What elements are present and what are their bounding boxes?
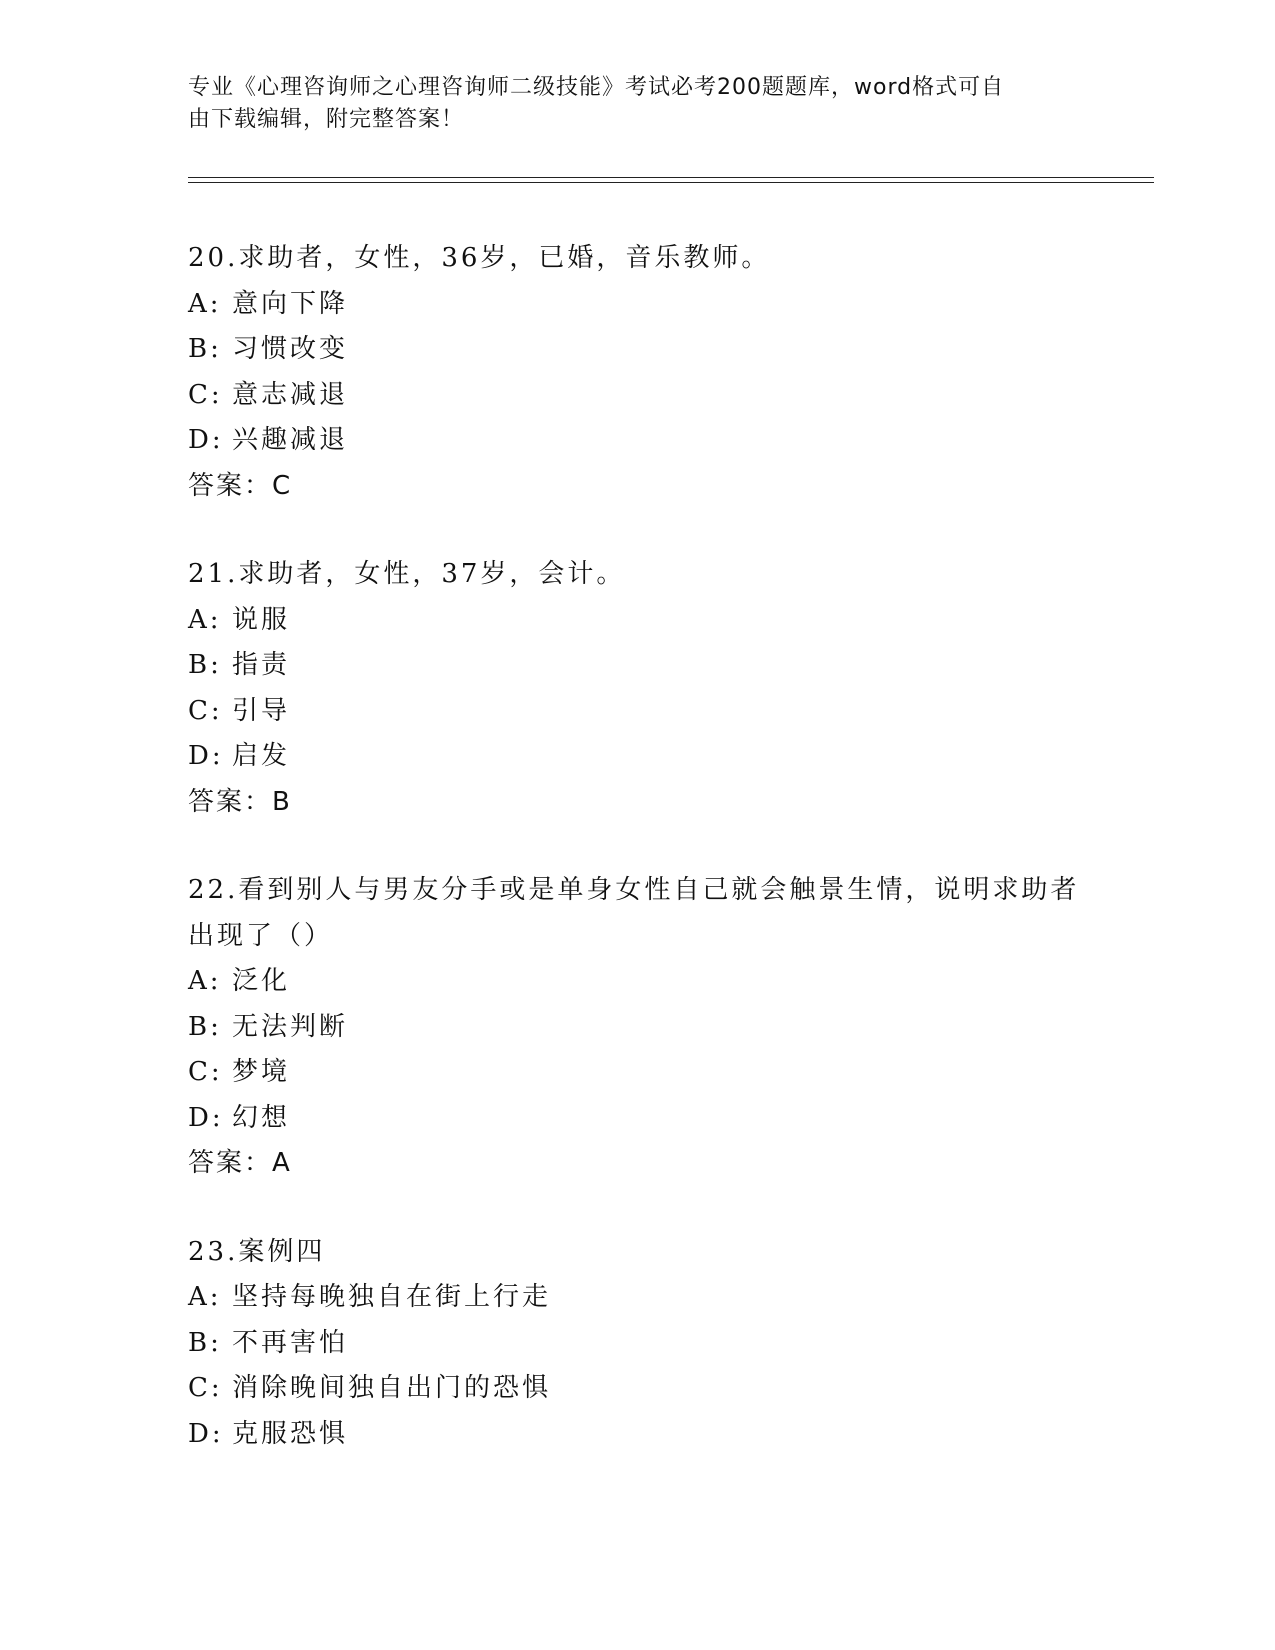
option-letter: B: bbox=[188, 334, 222, 364]
option-c bbox=[188, 1366, 1088, 1412]
option-text: 兴趣减退 bbox=[232, 425, 349, 455]
option-letter: A: bbox=[188, 288, 222, 319]
option-letter: D: bbox=[188, 1102, 224, 1133]
question-stem: 22.看到别人与男友分手或是单身女性自己就会触景生情，说明求助者 bbox=[188, 875, 1080, 905]
option-text: 消除晚间独自出门的恐惧 bbox=[232, 1373, 552, 1403]
option-text: 不再害怕 bbox=[232, 1327, 349, 1358]
question-list bbox=[188, 236, 1088, 1500]
option-b bbox=[188, 327, 1088, 373]
option-text: 启发 bbox=[232, 741, 291, 771]
option-b bbox=[188, 1321, 1088, 1367]
option-letter: A: bbox=[188, 966, 222, 996]
option-letter: B: bbox=[188, 1011, 222, 1042]
header-rule-top bbox=[188, 177, 1154, 178]
option-text: 克服恐惧 bbox=[232, 1418, 349, 1449]
header-line-2: 由下载编辑，附完整答案！ bbox=[188, 107, 465, 132]
option-letter: C: bbox=[188, 695, 223, 726]
option-text: 习惯改变 bbox=[232, 334, 349, 364]
answer-label: 答案：A bbox=[188, 1148, 292, 1178]
option-letter: A: bbox=[188, 1282, 222, 1312]
option-b bbox=[188, 1005, 1088, 1051]
answer-label: 答案：C bbox=[188, 470, 293, 501]
option-letter: D: bbox=[188, 741, 224, 771]
option-letter: C: bbox=[188, 1373, 223, 1403]
header-rule-bottom bbox=[188, 182, 1154, 183]
option-text: 无法判断 bbox=[232, 1011, 349, 1042]
option-a bbox=[188, 1275, 1088, 1321]
option-text: 意志减退 bbox=[232, 379, 349, 410]
question-stem: 23.案例四 bbox=[188, 1236, 326, 1267]
question-stem-continued: 出现了（） bbox=[188, 920, 334, 951]
question-item bbox=[188, 1230, 1088, 1458]
question-item bbox=[188, 868, 1088, 1187]
option-letter: D: bbox=[188, 1418, 224, 1449]
option-letter: D: bbox=[188, 425, 224, 455]
option-text: 指责 bbox=[232, 650, 291, 680]
option-a bbox=[188, 598, 1088, 644]
option-c bbox=[188, 1050, 1088, 1096]
option-d bbox=[188, 1412, 1088, 1458]
option-text: 泛化 bbox=[232, 966, 291, 996]
option-d bbox=[188, 734, 1088, 780]
option-d bbox=[188, 1096, 1088, 1142]
option-text: 梦境 bbox=[232, 1057, 291, 1087]
option-d bbox=[188, 418, 1088, 464]
question-item bbox=[188, 552, 1088, 825]
option-text: 引导 bbox=[232, 695, 291, 726]
question-item bbox=[188, 236, 1088, 509]
question-stem: 20.求助者，女性，36岁，已婚，音乐教师。 bbox=[188, 243, 771, 273]
document-header bbox=[188, 72, 1068, 136]
option-letter: B: bbox=[188, 650, 222, 680]
option-letter: C: bbox=[188, 379, 223, 410]
option-letter: A: bbox=[188, 604, 222, 635]
option-text: 坚持每晚独自在街上行走 bbox=[232, 1282, 552, 1312]
option-text: 说服 bbox=[232, 604, 291, 635]
question-stem: 21.求助者，女性，37岁，会计。 bbox=[188, 559, 626, 589]
option-b bbox=[188, 643, 1088, 689]
answer-label: 答案：B bbox=[188, 786, 292, 817]
option-c bbox=[188, 373, 1088, 419]
option-text: 幻想 bbox=[232, 1102, 291, 1133]
option-c bbox=[188, 689, 1088, 735]
option-letter: C: bbox=[188, 1057, 223, 1087]
option-letter: B: bbox=[188, 1327, 222, 1358]
header-line-1: 专业《心理咨询师之心理咨询师二级技能》考试必考200题题库，word格式可自 bbox=[188, 75, 1005, 100]
option-a bbox=[188, 282, 1088, 328]
option-text: 意向下降 bbox=[232, 288, 349, 319]
option-a bbox=[188, 959, 1088, 1005]
